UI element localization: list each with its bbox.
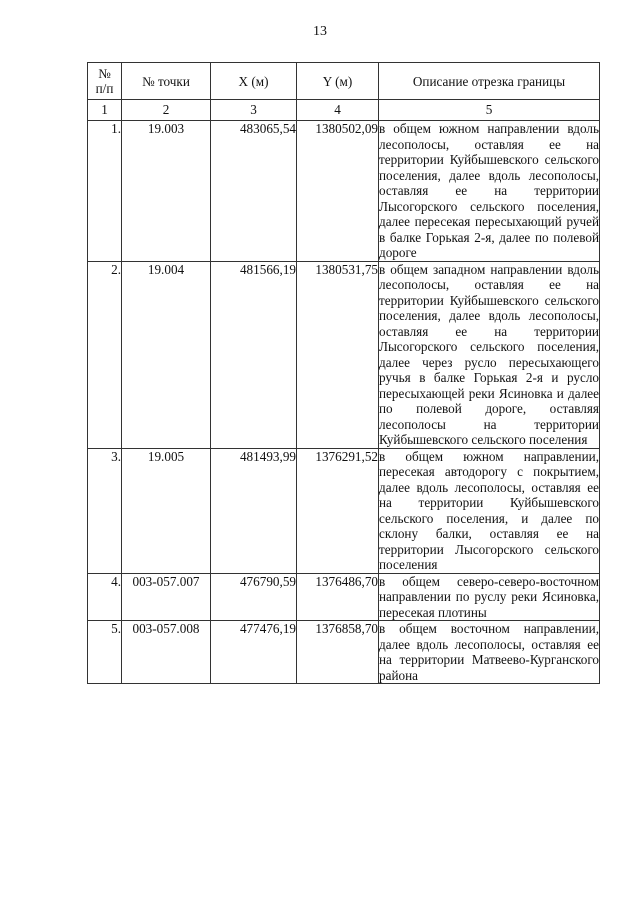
row-x: 483065,54 xyxy=(211,121,297,262)
row-num: 3. xyxy=(88,448,122,573)
row-y: 1376486,70 xyxy=(297,573,379,621)
row-num: 5. xyxy=(88,621,122,684)
column-number: 5 xyxy=(379,100,600,121)
header-y: Y (м) xyxy=(297,63,379,100)
row-point: 003-057.007 xyxy=(122,573,211,621)
table-header xyxy=(88,63,600,121)
column-number: 2 xyxy=(122,100,211,121)
row-x: 477476,19 xyxy=(211,621,297,684)
row-x: 476790,59 xyxy=(211,573,297,621)
table-row xyxy=(88,573,600,621)
row-point: 19.004 xyxy=(122,261,211,448)
boundary-table xyxy=(87,62,600,684)
row-y: 1376858,70 xyxy=(297,621,379,684)
column-number: 3 xyxy=(211,100,297,121)
column-number-row xyxy=(88,100,600,121)
header-point: № точки xyxy=(122,63,211,100)
table-row xyxy=(88,261,600,448)
row-description: в общем южном направлении вдоль лесополосы, оставляя ее на территории Куйбышевского сельского поселения, далее вдоль лесополосы, оставляя ее на территории Лысогорского сельского поселения, далее пересекая пересыхающий ручей в балке Горькая 2-я, далее по полевой дороге xyxy=(379,121,599,260)
column-number: 1 xyxy=(88,100,122,121)
row-y: 1376291,52 xyxy=(297,448,379,573)
header-num-line1: № xyxy=(98,66,111,81)
row-x: 481566,19 xyxy=(211,261,297,448)
row-point: 19.005 xyxy=(122,448,211,573)
page-number: 13 xyxy=(313,24,327,39)
column-number: 4 xyxy=(297,100,379,121)
row-num: 2. xyxy=(88,261,122,448)
header-num xyxy=(88,63,122,100)
row-description: в общем восточном направлении, далее вдоль лесополосы, оставляя ее на территории Матвеево-Курганского района xyxy=(379,621,599,683)
table-row xyxy=(88,621,600,684)
row-num: 1. xyxy=(88,121,122,262)
row-point: 19.003 xyxy=(122,121,211,262)
table-row xyxy=(88,121,600,262)
row-description: в общем северо-северо-восточном направлении по руслу реки Ясиновка, пересекая плотины xyxy=(379,573,599,620)
row-num: 4. xyxy=(88,573,122,621)
row-y: 1380531,75 xyxy=(297,261,379,448)
row-point: 003-057.008 xyxy=(122,621,211,684)
header-x: X (м) xyxy=(211,63,297,100)
header-row xyxy=(88,63,600,100)
table-row xyxy=(88,448,600,573)
table-body xyxy=(88,121,600,684)
row-description: в общем южном направлении, пересекая автодорогу с покрытием, далее вдоль лесополосы, оставляя ее на территории Куйбышевского сельского поселения, и далее по склону балки, оставляя ее на территории Лысогорского сельского поселения xyxy=(379,448,599,572)
row-description: в общем западном направлении вдоль лесополосы, оставляя ее на территории Куйбышевского сельского поселения, далее вдоль лесополосы, оставляя ее на территории Лысогорского сельского поселения, далее через русло пересыхающего ручья в балке Горькая 2-я и русло пересыхающей реки Ясиновка и далее по полевой дороге, оставляя лесополосы на территории Куйбышевского сельского поселения xyxy=(379,261,599,447)
row-y: 1380502,09 xyxy=(297,121,379,262)
header-description: Описание отрезка границы xyxy=(379,63,600,100)
row-x: 481493,99 xyxy=(211,448,297,573)
header-num-line2: п/п xyxy=(95,81,114,96)
